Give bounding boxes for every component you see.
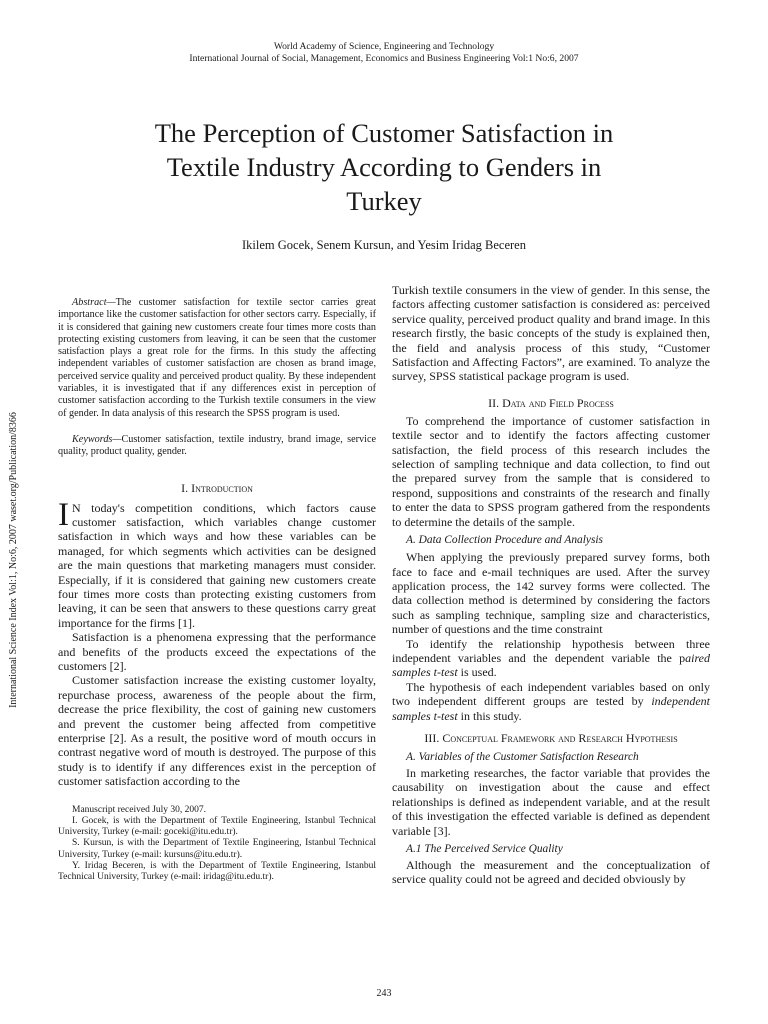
data-collection-paragraph-1: When applying the previously prepared survey forms, both face to face and e-mail techniques are used. After the survey application process, the 142 survey forms were collected. The data collection method is determined by considering the factors such as sampling technique, sampling size and characteristics, number of questions and the time constraint <box>392 550 710 637</box>
subsection-variables: A. Variables of the Customer Satisfaction Research <box>406 750 639 763</box>
footnote-author-2: S. Kursun, is with the Department of Textile Engineering, Istanbul Technical University, Turkey (e-mail: kursuns@itu.edu.tr). <box>58 838 376 860</box>
section-heading-framework: III. Conceptual Framework and Research Hypothesis <box>424 730 678 745</box>
keywords-label: Keywords <box>72 433 113 445</box>
journal-header-line1: World Academy of Science, Engineering and Technology <box>273 41 495 52</box>
title-line-3: Turkey <box>346 186 422 216</box>
continued-paragraph: Turkish textile consumers in the view of gender. In this sense, the factors affecting customer satisfaction is considered as: perceived service quality, perceived product quality and brand image. In this research firstly, the basic concepts of the study is explained then, the field and analysis process of this study, “Customer Satisfaction and Affecting Factors”, are examined. To analyze the survey, SPSS statistical package program is used. <box>392 283 710 384</box>
section-heading-introduction: I. Introduction <box>181 480 253 495</box>
left-column <box>58 283 376 883</box>
intro-paragraph-3: Customer satisfaction increase the existing customer loyalty, repurchase process, awareness of the people about the firm, decrease the price flexibility, the cost of gaining new customers and prevent the customer being affected from competitive enterprise [2]. As a result, the positive word of mouth occurs in contrast negative word of mouth is destroyed. The purpose of this study is to identify if any differences exist in the perception of customer satisfaction according to the <box>58 673 376 789</box>
title-line-1: The Perception of Customer Satisfaction in <box>154 118 614 148</box>
title-line-2: Textile Industry According to Genders in <box>166 152 602 182</box>
data-paragraph-1: To comprehend the importance of customer satisfaction in textile sector and to identify the factors affecting customer satisfaction, the field process of this research includes the selection of sampling technique and data collection, to find out the prepared survey from the sample that is considered to respond, suppositions and constraints of the research and finally to enter the data to SPSS program gathered from the respondents to determine the details of the sample. <box>392 413 710 529</box>
author-list: Ikilem Gocek, Senem Kursun, and Yesim Iridag Beceren <box>242 238 526 252</box>
right-column <box>392 283 710 887</box>
variables-paragraph: In marketing researches, the factor variable that provides the causability on investigation about the cause and effect relationships is defined as independent variable, and at the result of this investigation the effected variable is defined as dependent variable [3]. <box>392 765 710 838</box>
page-number: 243 <box>376 988 392 999</box>
intro-paragraph-1: I N today's competition conditions, which factors cause customer satisfaction, which variables change customer satisfaction in which ways and how these variables can be managed, for which segments which activities can be designed are the main questions that marketing managers must consider. Especially, if it is considered that gaining new customers create four times more costs than protecting existing customers from leaving, it can be seen that answers to these questions carry great importance for the firms [1]. <box>58 496 376 630</box>
vertical-citation-sidebar: International Science Index Vol:1, No:6, 2007 waset.org/Publication/8366 <box>8 412 19 708</box>
subsection-data-collection: A. Data Collection Procedure and Analysis <box>406 534 603 547</box>
abstract-label: Abstract <box>72 297 107 308</box>
footnotes <box>58 805 376 883</box>
data-collection-paragraph-3: The hypothesis of each independent variables based on only two independent different groups are tested by independent samples t-test in this study. <box>392 679 710 723</box>
paper-title <box>84 116 684 218</box>
footnote-received: Manuscript received July 30, 2007. <box>72 804 207 815</box>
abstract: Abstract—The customer satisfaction for textile sector carries great importance like the customer satisfaction for other sectors carry. Especially, if it is considered that gaining new customers create four times more costs than protecting existing customers from leaving, it can be seen that the customer satisfaction plays a great role for the firms. In this study the affecting independent variables of customer satisfaction are chosen as brand image, perceived service quality and perceived product quality. By these independent variables, it is investigated that if any differences exist in perception of customer satisfaction according to the Turkish textile consumers in the view of gender. In data analysis of this research the SPSS program is used. <box>58 297 376 419</box>
data-collection-paragraph-2: To identify the relationship hypothesis between three independent variables and the dependent variable the paired samples t-test is used. <box>392 636 710 680</box>
drop-cap: I <box>58 496 69 533</box>
section-heading-data: II. Data and Field Process <box>488 395 614 410</box>
subsection-service-quality: A.1 The Perceived Service Quality <box>406 843 563 855</box>
journal-header-line2: International Journal of Social, Management, Economics and Business Engineering Vol:1 No:6, 2007 <box>189 53 579 64</box>
footnote-author-1: I. Gocek, is with the Department of Textile Engineering, Istanbul Technical University, Turkey (e-mail: goceki@itu.edu.tr). <box>58 815 376 838</box>
intro-paragraph-2: Satisfaction is a phenomena expressing that the performance and benefits of the products exceed the expectations of the customers [2]. <box>58 630 376 674</box>
keywords: Keywords—Customer satisfaction, textile industry, brand image, service quality, product quality, gender. <box>58 433 376 458</box>
abstract-text: The customer satisfaction for textile sector carries great importance like the customer satisfaction for other sectors carry. Especially, if it is considered that gaining new customers create four times more costs than protecting existing customers from leaving, it can be seen that the customer satisfaction plays a great role for the firms. In this study the affecting independent variables of customer satisfaction are chosen as brand image, perceived service quality and perceived product quality. By these independent variables, it is investigated that if any differences exist in perception of customer satisfaction according to the Turkish textile consumers in the view of gender. In data analysis of this research the SPSS program is used. <box>58 297 376 419</box>
keywords-text: Customer satisfaction, textile industry, brand image, service quality, product quality, gender. <box>58 433 376 458</box>
service-quality-paragraph: Although the measurement and the conceptualization of service quality could not be agreed and decided obviously by <box>392 858 710 887</box>
footnote-author-3: Y. Iridag Beceren, is with the Department of Textile Engineering, Istanbul Technical University, Turkey (e-mail: iridag@itu.edu.tr). <box>58 860 376 882</box>
